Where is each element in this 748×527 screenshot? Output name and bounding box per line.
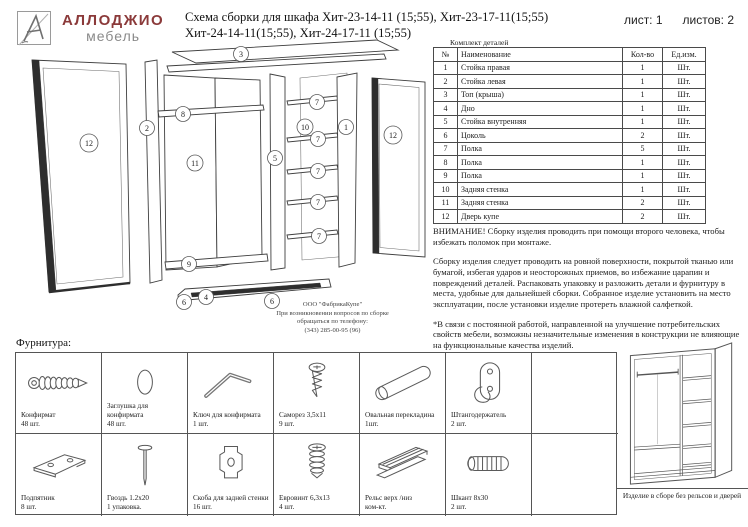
assembled-caption: Изделие в сборе без рельсов и дверей [622, 491, 742, 500]
svg-text:6: 6 [182, 297, 186, 307]
svg-text:4: 4 [204, 292, 208, 302]
callout-6-left [177, 295, 192, 310]
title-line-2: Хит-24-14-11(15;55), Хит-24-17-11 (15;55) [185, 25, 412, 40]
callout-8 [176, 107, 191, 122]
parts-table-caption: Комплект деталей [450, 38, 509, 47]
manufacturer-note [240, 301, 425, 335]
hardware-cell-rod-holder: Штангодержатель 2 шт. [446, 353, 532, 434]
callout-3 [234, 47, 249, 62]
hardware-cell-plug: Заглушка для конфирмата 48 шт. [102, 353, 188, 434]
parts-table [433, 47, 706, 224]
svg-text:7: 7 [316, 197, 320, 207]
parts-header-row [434, 48, 706, 62]
callout-11 [187, 155, 203, 171]
svg-text:7: 7 [315, 97, 319, 107]
col-unit: Ед.изм. [663, 48, 706, 62]
callout-10 [297, 119, 313, 135]
col-number: № [434, 48, 458, 62]
table-row: 12 Дверь купе 2 Шт. [434, 210, 706, 224]
table-row: 2 Стойка левая 1 Шт. [434, 75, 706, 89]
svg-text:6: 6 [270, 296, 274, 306]
table-row: 11 Задняя стенка 2 Шт. [434, 196, 706, 210]
svg-text:5: 5 [273, 153, 277, 163]
logo-sub-text: мебель [86, 27, 141, 44]
callout-1 [339, 120, 354, 135]
hardware-cell-screw: Саморез 3,5х11 9 шт. [274, 353, 360, 434]
footplate-icon [23, 440, 95, 488]
hardware-cell-rail: Рельс верх /низ ком-кт. [360, 434, 446, 516]
screw-icon [281, 359, 353, 407]
title-line-1: Схема сборки для шкафа Хит-23-14-11 (15;55), Хит-23-17-11(15;55) [185, 10, 549, 24]
hardware-heading: Фурнитура: [16, 337, 72, 349]
svg-text:12: 12 [85, 138, 93, 148]
callout-12-right [384, 126, 402, 144]
table-row: 5 Стойка внутренняя 1 Шт. [434, 115, 706, 129]
svg-text:9: 9 [187, 259, 191, 269]
table-row: 7 Полка 5 Шт. [434, 142, 706, 156]
warning-paragraph: ВНИМАНИЕ! Сборку изделия проводить при помощи второго человека, чтобы избежать поломок при монтаже. [433, 226, 725, 247]
assembled-cell-divider [617, 488, 748, 489]
hardware-cell-nail: Гвоздь 1.2х20 1 упаковка. [102, 434, 188, 516]
svg-text:7: 7 [317, 231, 321, 241]
callout-9 [182, 257, 197, 272]
table-row: 8 Полка 1 Шт. [434, 156, 706, 170]
callout-7-1 [310, 95, 325, 110]
col-name: Наименование [458, 48, 623, 62]
svg-text:2: 2 [145, 123, 149, 133]
svg-text:10: 10 [301, 122, 309, 132]
svg-text:1: 1 [344, 122, 348, 132]
hardware-cell-confirmat: Конфирмат 48 шт. [16, 353, 102, 434]
callout-7-5 [312, 229, 327, 244]
callout-7-4 [311, 195, 326, 210]
plug-icon [109, 359, 181, 407]
eurovint-icon [281, 440, 353, 488]
note-line-3: обращаться по телефону: [297, 318, 368, 326]
manufacturer-phone: (343) 285-00-95 (96) [304, 326, 361, 334]
hardware-cell-back-panel-bracket: Скоба для задней стенки 16 шт. [188, 434, 274, 516]
manufacturer-name: ООО "ФабрикаКупе" [302, 301, 363, 308]
note-line-2: При возникновении вопросов по сборке [276, 309, 389, 317]
svg-text:11: 11 [191, 158, 199, 168]
hex-key-icon [195, 359, 267, 407]
table-row: 9 Полка 1 Шт. [434, 169, 706, 183]
table-row: 3 Топ (крыша) 1 Шт. [434, 88, 706, 102]
sheets-total: листов: 2 [682, 13, 734, 27]
hardware-cell-oval-rod: Овальная перекладина 1шт. [360, 353, 446, 434]
table-row: 1 Стойка правая 1 Шт. [434, 61, 706, 75]
dowel-icon [453, 440, 525, 488]
table-row: 4 Дно 1 Шт. [434, 102, 706, 116]
hardware-cell-footplate: Подпятник 8 шт. [16, 434, 102, 516]
callout-4 [199, 290, 214, 305]
confirmat-icon [23, 359, 95, 407]
instructions-paragraph: Сборку изделия следует проводить на ровной поверхности, покрытой тканью или бумагой, избегая ударов и неосторожных приемов, во избежание царапин и повреждений деталей. Распаковать упаковку и разложить детали и фурнитуру в места, удобные для дальнейшей сборки. Собранное изделие установить на место эксплуатации, после установки изделие протереть влажной салфеткой. [433, 256, 734, 309]
hardware-cell-eurovint: Евровинт 6,3х13 4 шт. [274, 434, 360, 516]
rod-holder-icon [453, 359, 525, 409]
svg-text:7: 7 [316, 134, 320, 144]
logo-brand-text: АЛЛОДЖИО [62, 12, 165, 29]
svg-text:12: 12 [389, 130, 397, 140]
rail-icon [367, 440, 439, 488]
disclaimer-paragraph: *В связи с постоянной работой, направленной на улучшение потребительских свойств мебели, возможны незначительные изменения в конструкции не влияющие на функциональные качества изделий. [433, 318, 740, 350]
assembled-product-drawing [619, 340, 747, 488]
callout-2 [140, 121, 155, 136]
exploded-view-diagram [10, 38, 440, 313]
table-row: 6 Цоколь 2 Шт. [434, 129, 706, 143]
svg-text:8: 8 [181, 109, 185, 119]
callout-5 [268, 151, 283, 166]
hardware-cell-dowel: Шкант 8х30 2 шт. [446, 434, 532, 516]
nail-icon [109, 440, 181, 490]
sheet-number: лист: 1 [623, 13, 663, 27]
hardware-cell-hex-key: Ключ для конфирмата 1 шт. [188, 353, 274, 434]
sheet-info [624, 13, 734, 27]
hardware-cell-empty-1 [532, 353, 618, 434]
col-qty: Кол-во [623, 48, 663, 62]
callout-12-left [80, 134, 98, 152]
callout-7-3 [311, 164, 326, 179]
svg-text:7: 7 [316, 166, 320, 176]
hardware-table [15, 352, 617, 515]
back-panel-bracket-icon [195, 440, 267, 488]
table-row: 10 Задняя стенка 1 Шт. [434, 183, 706, 197]
svg-text:3: 3 [239, 49, 243, 59]
page-title [185, 10, 565, 41]
hardware-cell-empty-2 [532, 434, 618, 516]
oval-rod-icon [367, 359, 439, 407]
callout-7-2 [311, 132, 326, 147]
